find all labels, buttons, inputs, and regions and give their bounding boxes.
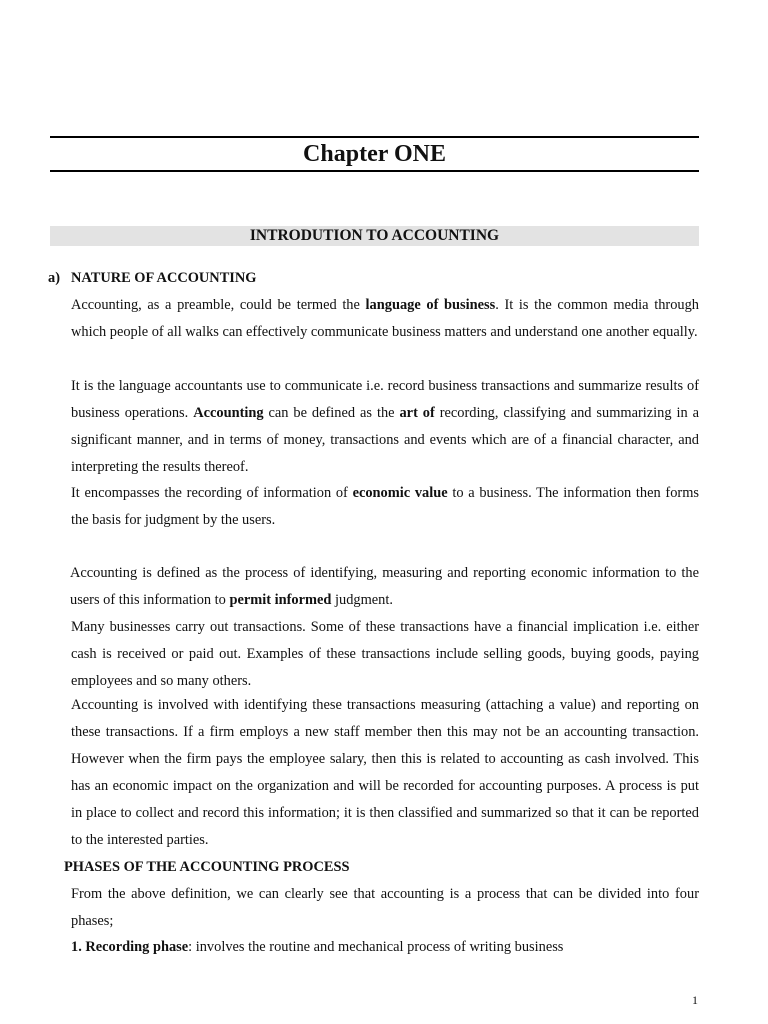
bold-recording-phase: 1. Recording phase [71,939,189,955]
paragraph-process-definition: Accounting is defined as the process of identifying, measuring and reporting economic information to the users of this information to permit informed judgment. [70,565,699,608]
paragraph-economic-value: It encompasses the recording of information of economic value to a business. The information then forms the basis for judgment by the users. [71,485,699,528]
paragraph-four-phases: From the above definition, we can clearly see that accounting is a process that can be divided into four phases; [71,886,699,929]
subsection-marker: a) [48,270,60,286]
title-bottom-rule [50,170,699,172]
bold-economic-value: economic value [352,485,448,501]
paragraph-identifying-transactions: Accounting is involved with identifying these transactions measuring (attaching a value) and reporting on these transactions. If a firm employs a new staff member then this may not be an accounting transaction. However when the firm pays the employee salary, then this is related to accounting as cash involved. This has an economic impact on the organization and will be recorded for accounting purposes. A process is put in place to collect and record this information; it is then classified and summarized so that it can be reported to the interested parties. [71,697,699,848]
page-number: 1 [692,993,698,1007]
paragraph-transactions: Many businesses carry out transactions. Some of these transactions have a financial implication i.e. either cash is received or paid out. Examples of these transactions include selling goods, buying goods, paying employees and so many others. [71,619,699,689]
subsection-title: NATURE OF ACCOUNTING [71,270,257,286]
chapter-title: Chapter ONE [303,141,446,167]
bold-language-of-business: language of business [365,297,496,313]
section-title: INTRODUTION TO ACCOUNTING [50,226,699,246]
paragraph-language-of-business: Accounting, as a preamble, could be termed the language of business. It is the common media through which people of all walks can effectively communicate business matters and understand one another equally. [71,297,699,340]
phases-heading: PHASES OF THE ACCOUNTING PROCESS [64,859,350,875]
subsection-heading [48,265,257,292]
bold-art-of: art of [399,405,435,421]
title-top-rule [50,136,699,138]
paragraph-recording-phase: 1. Recording phase: involves the routine and mechanical process of writing business [71,939,564,955]
bold-accounting: Accounting [193,405,264,421]
bold-permit-informed: permit informed [229,592,332,608]
paragraph-definition: It is the language accountants use to communicate i.e. record business transactions and summarize results of business operations. Accounting can be defined as the art of recording, classifying and summarizing in a significant manner, and in terms of money, transactions and events which are of a financial character, and interpreting the results thereof. [71,378,700,475]
